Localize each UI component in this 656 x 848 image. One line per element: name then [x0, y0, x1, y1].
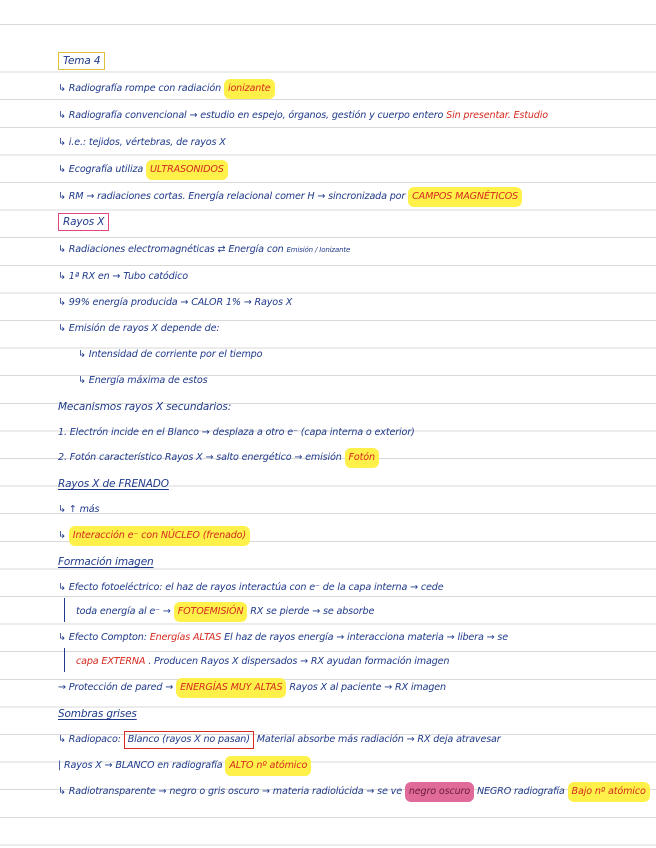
section-heading-sombras: Sombras grises: [58, 708, 137, 720]
note-line-7: ↳ Radiaciones electromagnéticas ⇄ Energía con Emisión / Ionizante: [58, 244, 351, 255]
note-line-9: ↳ 99% energía producida → CALOR 1% → Rayos X: [58, 297, 293, 308]
note-line-18: ↳ Interacción e⁻ con NÚCLEO (frenado): [58, 526, 638, 546]
section-heading-formacion: Formación imagen: [58, 556, 154, 568]
note-line-24: → Protección de pared → ENERGÍAS MUY ALTAS Rayos X al paciente → RX imagen: [58, 678, 638, 698]
topic-title-line: [58, 52, 638, 72]
note-line-17: ↳ ↑ más: [58, 504, 100, 515]
bracket-line: [64, 598, 65, 622]
section-heading-rayos-x: Rayos X: [58, 213, 638, 233]
note-line-22: ↳ Efecto Compton: Energías ALTAS El haz de rayos energía → interacciona materia → libera → se: [58, 632, 508, 643]
bracket-line: [64, 648, 65, 672]
note-line-23: capa EXTERNA . Producen Rayos X dispersados → RX ayudan formación imagen: [76, 656, 450, 667]
note-line-14: 1. Electrón incide en el Blanco → desplaza a otro e⁻ (capa interna o exterior): [58, 427, 415, 438]
note-line-8: ↳ 1ª RX en → Tubo catódico: [58, 271, 188, 282]
note-line-1: ↳ Radiografía rompe con radiación ionizante: [58, 79, 638, 99]
section-heading-mecanismos: Mecanismos rayos X secundarios:: [58, 401, 232, 413]
note-line-26: ↳ Radiopaco: Blanco (rayos X no pasan) Material absorbe más radiación → RX deja atravesar: [58, 730, 638, 750]
note-line-27: | Rayos X → BLANCO en radiografía ALTO nº atómico: [58, 756, 638, 776]
note-line-5: ↳ RM → radiaciones cortas. Energía relacional comer H → sincronizada por CAMPOS MAGNÉTICOS: [58, 187, 638, 207]
note-line-4: ↳ Ecografía utiliza ULTRASONIDOS: [58, 160, 638, 180]
highlight: ionizante: [224, 79, 275, 99]
section-heading-frenado: Rayos X de FRENADO: [58, 478, 169, 490]
note-line-11: ↳ Intensidad de corriente por el tiempo: [78, 349, 263, 360]
note-line-15: 2. Fotón característico Rayos X → salto energético → emisión Fotón: [58, 448, 638, 468]
note-line-21: toda energía al e⁻ → FOTOEMISIÓN RX se pierde → se absorbe: [76, 602, 638, 622]
topic-title: Tema 4: [58, 52, 105, 70]
note-line-28: ↳ Radiotransparente → negro o gris oscuro → materia radiolúcida → se ve negro oscuro NEGRO radiografía Bajo nº atómico: [58, 782, 638, 802]
note-line-3: ↳ i.e.: tejidos, vértebras, de rayos X: [58, 137, 226, 148]
note-line-10: ↳ Emisión de rayos X depende de:: [58, 323, 220, 334]
note-line-2: ↳ Radiografía convencional → estudio en espejo, órganos, gestión y cuerpo entero Sin presentar. Estudio: [58, 110, 548, 121]
note-line-12: ↳ Energía máxima de estos: [78, 375, 208, 386]
note-line-20: ↳ Efecto fotoeléctrico: el haz de rayos interactúa con e⁻ de la capa interna → cede: [58, 582, 444, 593]
